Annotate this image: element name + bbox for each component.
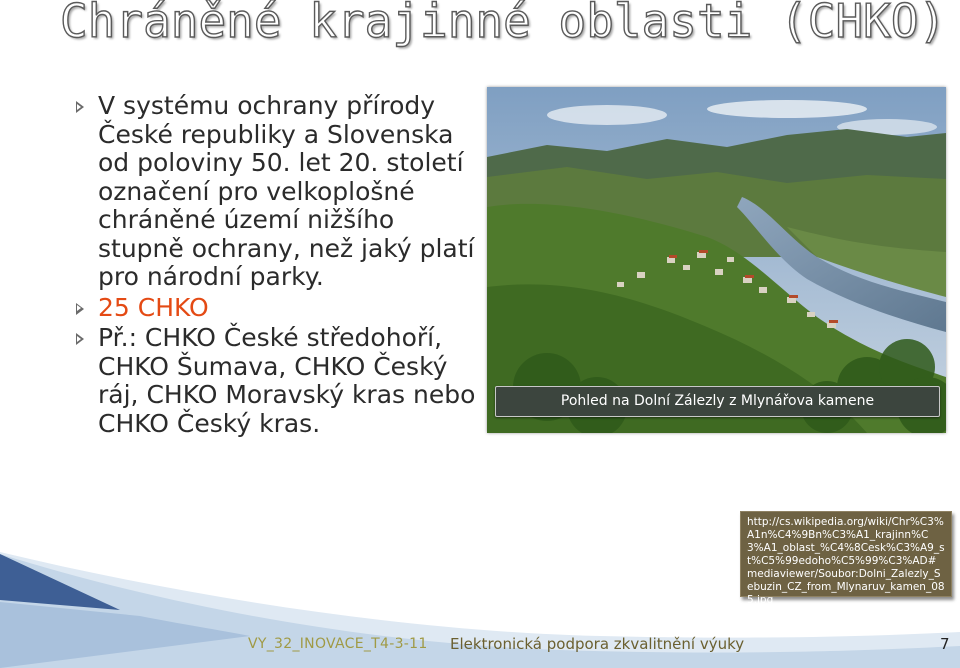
bullet-item-count — [72, 294, 482, 323]
image-source-link[interactable]: http://cs.wikipedia.org/wiki/Chr%C3%A1n%C4%9Bn%C3%A1_krajinn%C3%A1_oblast_%C4%8Cesk%C3%A9_st%C5%99edoho%C5%99%C3%AD#mediaviewer/Soubor:Dolni_Zalezly_Sebuzin_CZ_from_Mlynaruv_kamen_085.jpg — [740, 511, 952, 597]
bullet-item — [72, 324, 482, 438]
bullet-text: 25 CHKO — [98, 292, 209, 322]
page-number: 7 — [940, 635, 950, 653]
landscape-photo — [487, 87, 946, 433]
image-caption: Pohled na Dolní Zálezly z Mlynářova kamene — [495, 386, 940, 417]
bullet-text: Př.: CHKO České středohoří, CHKO Šumava, CHKO Český ráj, CHKO Moravský kras nebo CHKO Český kras. — [98, 323, 476, 438]
bullet-list — [72, 92, 482, 440]
bullet-arrow-icon — [76, 101, 84, 113]
footer-code: VY_32_INOVACE_T4-3-11 — [248, 636, 428, 652]
bullet-arrow-icon — [76, 303, 84, 315]
landscape-illustration — [487, 87, 946, 433]
bullet-item — [72, 92, 482, 292]
slide-title: Chráněné krajinné oblasti (CHKO) — [60, 0, 947, 48]
bullet-text: V systému ochrany přírody České republiky a Slovenska od poloviny 50. let 20. století označení pro velkoplošné chráněné území nižšího stupně ochrany, než jaký platí pro národní parky. — [98, 91, 475, 291]
footer-label: Elektronická podpora zkvalitnění výuky — [450, 635, 745, 653]
bullet-arrow-icon — [76, 333, 84, 345]
